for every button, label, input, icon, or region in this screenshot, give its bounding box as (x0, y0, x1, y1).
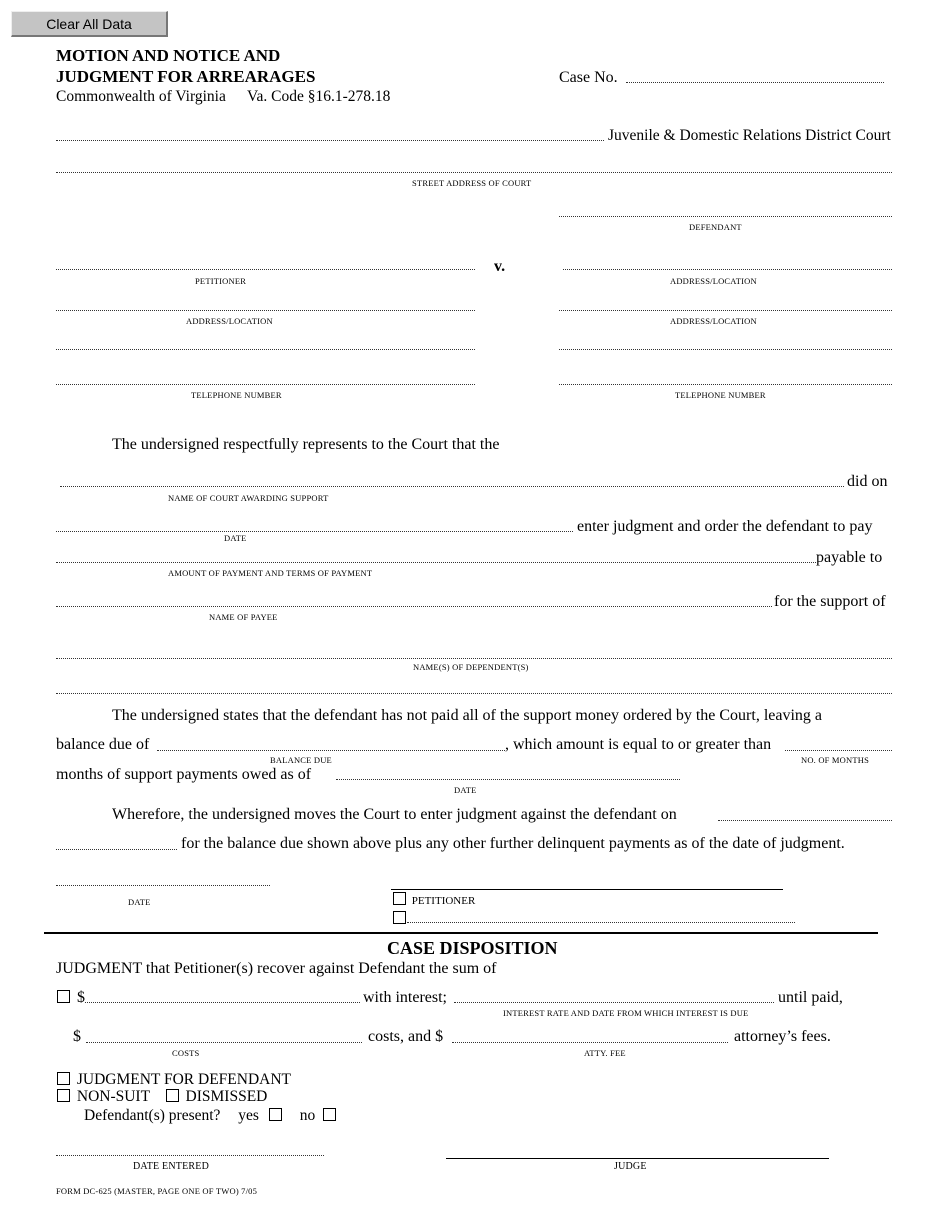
atty-fee-field[interactable] (452, 1042, 728, 1043)
for-support-text: for the support of (774, 593, 886, 610)
motion-date-label: DATE (128, 897, 151, 907)
other-signer-field[interactable] (407, 922, 795, 923)
judgment-for-defendant-label: JUDGMENT FOR DEFENDANT (76, 1071, 292, 1088)
case-no-label: Case No. (559, 69, 618, 86)
defendant-address-field-2[interactable] (559, 310, 892, 311)
court-street-field[interactable] (56, 172, 892, 173)
attorney-fees-text: attorney’s fees. (734, 1028, 831, 1045)
judgment-date-field-2[interactable] (56, 849, 177, 850)
dependents-label: NAME(S) OF DEPENDENT(S) (413, 662, 529, 672)
defendant-present-question: Defendant(s) present? (84, 1107, 221, 1124)
months-field[interactable] (785, 750, 892, 751)
clear-all-data-button[interactable]: Clear All Data (11, 11, 168, 37)
petitioner-checkbox[interactable] (393, 892, 406, 905)
present-no-checkbox[interactable] (323, 1108, 336, 1121)
judgment-for-defendant-checkbox[interactable] (57, 1072, 70, 1085)
atty-fee-label: ATTY. FEE (584, 1048, 626, 1058)
costs-and-text: costs, and $ (368, 1028, 444, 1045)
months-label: NO. OF MONTHS (801, 755, 870, 765)
payable-to-text: payable to (816, 549, 883, 566)
states-text: The undersigned states that the defendant has not paid all of the support money ordered by the Court, leaving a (112, 707, 823, 724)
signature-line[interactable] (391, 889, 783, 890)
enter-judgment-text: enter judgment and order the defendant to pay (577, 518, 873, 535)
wherefore-text: Wherefore, the undersigned moves the Court to enter judgment against the defendant on (112, 806, 677, 823)
petitioner-address-label: ADDRESS/LOCATION (186, 316, 273, 326)
petitioner-address-field-2[interactable] (56, 349, 475, 350)
defendant-address-label: ADDRESS/LOCATION (670, 276, 757, 286)
dependents-field[interactable] (56, 658, 892, 659)
judgment-that-text: JUDGMENT that Petitioner(s) recover against Defendant the sum of (56, 960, 497, 977)
balance-due-field[interactable] (157, 750, 505, 751)
with-interest-text: with interest; (363, 989, 447, 1006)
date-entered-label: DATE ENTERED (133, 1161, 209, 1172)
did-on-text: did on (847, 473, 888, 490)
defendant-name-field[interactable] (559, 216, 892, 217)
defendant-address-field-3[interactable] (559, 349, 892, 350)
dismissed-checkbox[interactable] (166, 1089, 179, 1102)
yes-label: yes (238, 1107, 259, 1124)
interest-rate-label: INTEREST RATE AND DATE FROM WHICH INTEREST IS DUE (503, 1008, 749, 1018)
present-yes-checkbox[interactable] (269, 1108, 282, 1121)
order-date-field[interactable] (56, 531, 573, 532)
petitioner-label: PETITIONER (195, 276, 247, 286)
court-type-label: Juvenile & Domestic Relations District Court (608, 127, 891, 144)
payment-amount-field[interactable] (56, 562, 816, 563)
petitioner-address-field[interactable] (56, 310, 475, 311)
va-code-label: Va. Code §16.1-278.18 (247, 88, 391, 105)
court-street-label: STREET ADDRESS OF COURT (412, 178, 532, 188)
sum-dollar-sign: $ (77, 989, 85, 1006)
form-title-line1: MOTION AND NOTICE AND (56, 46, 281, 65)
balance-due-label: BALANCE DUE (270, 755, 332, 765)
case-disposition-heading: CASE DISPOSITION (387, 938, 558, 958)
dismissed-label: DISMISSED (185, 1088, 268, 1105)
no-label: no (299, 1107, 316, 1124)
court-awarding-field[interactable] (60, 486, 844, 487)
petitioner-name-field[interactable] (56, 269, 475, 270)
costs-dollar-sign: $ (73, 1028, 81, 1045)
petitioner-check-label: PETITIONER (411, 895, 476, 907)
non-suit-checkbox[interactable] (57, 1089, 70, 1102)
other-signer-checkbox[interactable] (393, 911, 406, 924)
months-owed-text: months of support payments owed as of (56, 766, 312, 783)
defendant-address-field[interactable] (563, 269, 892, 270)
motion-date-field[interactable] (56, 885, 270, 886)
court-name-field[interactable] (56, 140, 604, 141)
motion-intro: The undersigned respectfully represents to the Court that the (112, 436, 500, 453)
judgment-date-field[interactable] (718, 820, 892, 821)
dependents-field-2[interactable] (56, 693, 892, 694)
owed-as-of-date-label: DATE (454, 785, 477, 795)
until-paid-text: until paid, (778, 989, 843, 1006)
commonwealth-label: Commonwealth of Virginia (56, 88, 226, 105)
court-awarding-label: NAME OF COURT AWARDING SUPPORT (168, 493, 329, 503)
interest-rate-field[interactable] (454, 1002, 774, 1003)
judge-signature-line[interactable] (446, 1158, 829, 1159)
judge-label: JUDGE (614, 1161, 647, 1172)
form-id: FORM DC-625 (MASTER, PAGE ONE OF TWO) 7/05 (56, 1186, 258, 1196)
sum-amount-field[interactable] (85, 1002, 360, 1003)
form-title-line2: JUDGMENT FOR ARREARAGES (56, 67, 316, 86)
costs-field[interactable] (86, 1042, 362, 1043)
owed-as-of-date-field[interactable] (336, 779, 680, 780)
section-divider (44, 932, 878, 934)
date-entered-field[interactable] (56, 1155, 324, 1156)
petitioner-telephone-field[interactable] (56, 384, 475, 385)
balance-shown-text: for the balance due shown above plus any other further delinquent payments as of the date of judgment. (181, 835, 845, 852)
defendant-telephone-label: TELEPHONE NUMBER (675, 390, 766, 400)
order-date-label: DATE (224, 533, 247, 543)
payee-label: NAME OF PAYEE (209, 612, 278, 622)
petitioner-telephone-label: TELEPHONE NUMBER (191, 390, 282, 400)
which-amount-text: , which amount is equal to or greater than (505, 736, 772, 753)
payee-field[interactable] (56, 606, 772, 607)
defendant-telephone-field[interactable] (559, 384, 892, 385)
payment-amount-label: AMOUNT OF PAYMENT AND TERMS OF PAYMENT (168, 568, 373, 578)
balance-due-of-text: balance due of (56, 736, 150, 753)
non-suit-label: NON-SUIT (76, 1088, 150, 1105)
sum-checkbox[interactable] (57, 990, 70, 1003)
case-no-field[interactable] (626, 82, 884, 83)
versus-label: v. (494, 258, 506, 275)
costs-label: COSTS (172, 1048, 200, 1058)
defendant-address-label-2: ADDRESS/LOCATION (670, 316, 757, 326)
defendant-label: DEFENDANT (689, 222, 742, 232)
